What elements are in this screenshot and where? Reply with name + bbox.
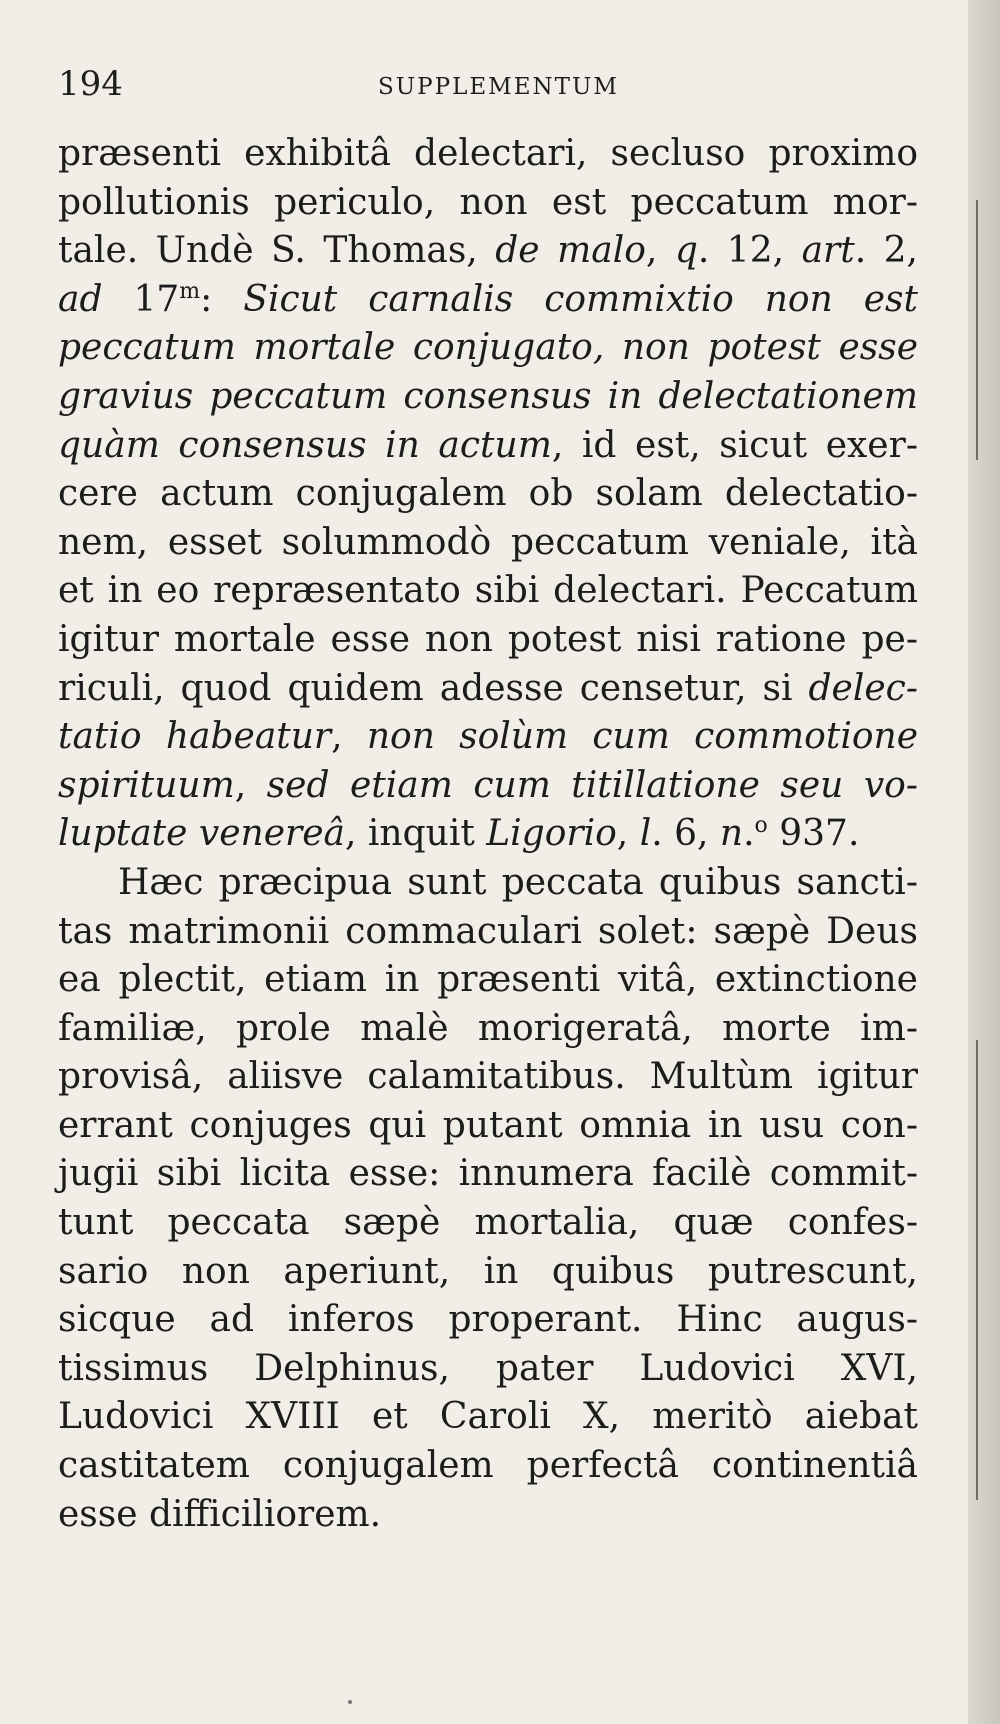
text-segment: castitatem conjugalem perfectâ continentiâ (58, 1445, 918, 1487)
text-line (58, 1345, 918, 1394)
italic-segment: l (639, 813, 652, 855)
italic-segment: non solùm cum commotione (366, 716, 918, 758)
page-number: 194 (58, 64, 123, 104)
italic-segment: q (674, 230, 698, 272)
text-segment: igitur mortale esse non potest nisi ratione pe- (58, 618, 918, 660)
running-head: SUPPLEMENTUM (378, 74, 619, 100)
text-segment: : (200, 278, 244, 320)
text-line (58, 908, 918, 957)
italic-segment: luptate venereâ (58, 813, 345, 855)
text-line (58, 1199, 918, 1248)
text-line (58, 1053, 918, 1102)
text-segment: ea plectit, etiam in præsenti vitâ, extinctione (58, 959, 918, 1001)
text-line (58, 956, 918, 1005)
text-line (58, 665, 918, 714)
text-segment: sicque ad inferos properant. Hinc augus- (58, 1299, 918, 1341)
text-line (58, 1491, 918, 1540)
text-line (58, 227, 918, 276)
text-segment: cere actum conjugalem ob solam delectatio- (58, 473, 918, 515)
text-line (58, 373, 918, 422)
text-line (58, 470, 918, 519)
text-segment: , (234, 764, 267, 806)
italic-segment: ad (58, 278, 103, 320)
text-line (58, 1248, 918, 1297)
text-line (58, 179, 918, 228)
text-segment: tale. Undè S. Thomas, (58, 230, 496, 272)
text-line (58, 1150, 918, 1199)
text-segment: esse difficiliorem. (58, 1493, 382, 1535)
text-line (58, 616, 918, 665)
text-segment: . 12, (697, 230, 802, 272)
edge-line-upper (976, 200, 978, 460)
text-segment: tunt peccata sæpè mortalia, quæ confes- (58, 1202, 918, 1244)
text-segment: 937. (767, 813, 860, 855)
text-segment: , (331, 716, 367, 758)
text-segment: errant conjuges qui putant omnia in usu con- (58, 1104, 918, 1146)
text-segment: provisâ, aliisve calamitatibus. Multùm igitur (58, 1056, 918, 1098)
text-segment: jugii sibi licita esse: innumera facilè commit- (58, 1153, 918, 1195)
text-segment: nem, esset solummodò peccatum veniale, ità (58, 521, 918, 563)
italic-segment: delec- (808, 667, 918, 709)
superscript-segment: o (754, 813, 768, 839)
text-segment: pollutionis periculo, non est peccatum mor- (58, 181, 918, 223)
text-segment: 17 (102, 278, 180, 320)
italic-segment: spirituum (58, 764, 235, 806)
text-line (58, 1393, 918, 1442)
italic-segment: gravius peccatum consensus in delectationem (58, 375, 918, 417)
text-line (58, 519, 918, 568)
text-segment: tas matrimonii commaculari solet: sæpè Deus (58, 910, 918, 952)
text-segment: Ludovici XVIII et Caroli X, meritò aiebat (58, 1396, 918, 1438)
text-segment: . 6, (651, 813, 720, 855)
text-line (58, 859, 918, 908)
text-line (58, 1005, 918, 1054)
text-segment: et in eo repræsentato sibi delectari. Peccatum (58, 570, 918, 612)
italic-segment: tatio habeatur (58, 716, 332, 758)
text-line (58, 713, 918, 762)
italic-segment: peccatum mortale conjugato, non potest esse (58, 327, 918, 369)
text-line (58, 130, 918, 179)
text-line (58, 567, 918, 616)
italic-segment: quàm consensus in actum (58, 424, 552, 466)
text-line (58, 422, 918, 471)
text-segment: tissimus Delphinus, pater Ludovici XVI, (58, 1347, 918, 1389)
text-line (58, 324, 918, 373)
text-line (58, 810, 918, 859)
text-segment: , inquit (345, 813, 487, 855)
text-segment: familiæ, prole malè morigeratâ, morte im- (58, 1007, 918, 1049)
text-line (58, 1102, 918, 1151)
text-segment: . (743, 813, 755, 855)
text-line (58, 1296, 918, 1345)
italic-segment: Sicut carnalis commixtio non est (243, 278, 918, 320)
page-header (58, 64, 908, 124)
text-segment: riculi, quod quidem adesse censetur, si (58, 667, 809, 709)
text-segment: præsenti exhibitâ delectari, secluso proximo (58, 133, 918, 174)
text-segment: sario non aperiunt, in quibus putrescunt, (58, 1250, 918, 1292)
text-line (58, 1442, 918, 1491)
edge-line-lower (976, 1040, 978, 1500)
text-line (58, 276, 918, 325)
italic-segment: Ligorio (486, 813, 617, 855)
paper-speck (348, 1700, 352, 1704)
body-text (58, 130, 918, 1539)
text-line (58, 762, 918, 811)
italic-segment: n (719, 813, 744, 855)
text-segment: Hæc præcipua sunt peccata quibus sancti- (118, 861, 918, 903)
text-segment: . 2, (854, 230, 918, 272)
italic-segment: de malo (495, 230, 646, 272)
superscript-segment: m (179, 278, 201, 304)
text-segment: , (616, 813, 640, 855)
text-segment: , id est, sicut exer- (551, 424, 918, 466)
text-segment: , (645, 230, 675, 272)
italic-segment: sed etiam cum titillatione seu vo- (266, 764, 919, 806)
italic-segment: art (801, 230, 855, 272)
page-edge (968, 0, 1000, 1724)
